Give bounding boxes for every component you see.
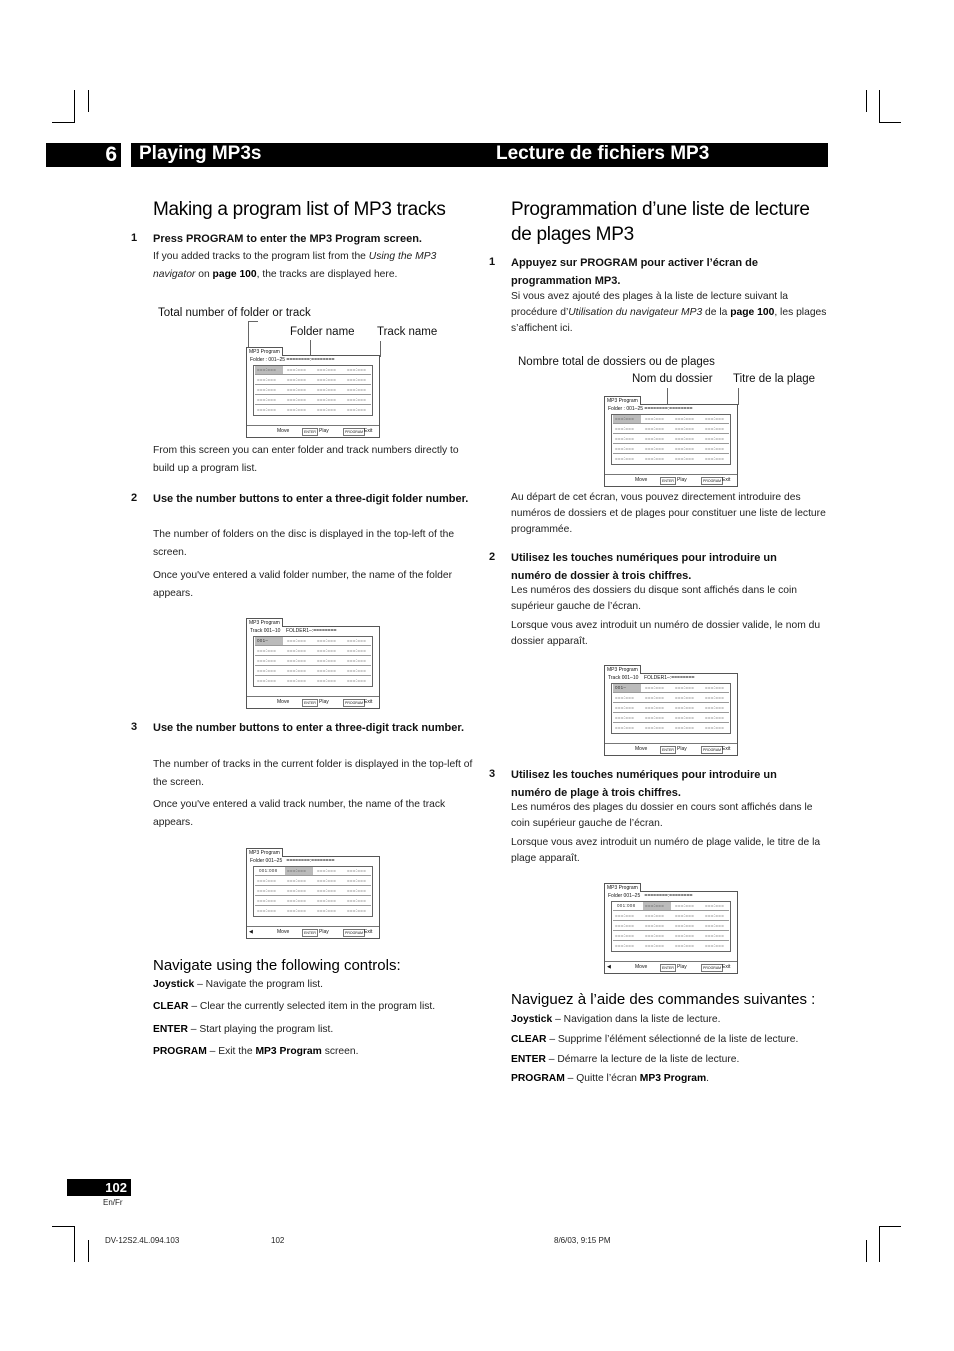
mp3-program-screen <box>246 850 380 939</box>
screen-tab: MP3 Program <box>246 848 283 857</box>
screen-footer: Move ENTER Play PROGRAM Exit <box>605 474 737 486</box>
step-body: The number of tracks in the current folder is displayed in the top-left of the screen. <box>153 759 473 788</box>
screen-header: Folder : 001–25 ========:======== <box>608 406 693 412</box>
paragraph: Au départ de cet écran, vous pouvez directement introduire des numéros de dossiers et de plages pour constituer une liste de lecture programmée. <box>511 492 826 535</box>
screen-header: Folder : 001–25 ========:======== <box>250 357 335 363</box>
crop-mark <box>879 1226 901 1227</box>
crop-mark <box>88 1240 89 1262</box>
screen-header: Track 001–10 FOLDER1–:======== <box>250 628 337 634</box>
step-number: 2 <box>489 551 496 563</box>
control-item: PROGRAM – Quitte l’écran MP3 Program. <box>511 1073 710 1084</box>
nav-heading-en: Navigate using the following controls: <box>153 957 401 974</box>
mp3-program-screen <box>604 667 738 756</box>
callout-label-total: Nombre total de dossiers ou de plages <box>518 356 715 368</box>
crop-mark <box>866 1240 867 1262</box>
language-label: En/Fr <box>103 1198 123 1207</box>
mp3-program-screen <box>246 349 380 438</box>
screen-footer: Move ENTER Play PROGRAM Exit <box>247 696 379 708</box>
step-title: Appuyez sur PROGRAM pour activer l’écran de programmation MP3. <box>511 257 758 287</box>
callout-label-track: Track name <box>377 326 438 338</box>
screen-footer: Move ENTER Play PROGRAM Exit <box>247 425 379 437</box>
mp3-program-screen <box>246 620 380 709</box>
crop-mark <box>88 90 89 112</box>
header-title-en: Playing MP3s <box>139 143 262 164</box>
screen-grid: ===:=== ===:=== ===:=== ===:=== ===:=== ===:=== ===:=== ===:=== ===:=== ===:=== ===:=== ===:=== ===:=== ===:=== ===:=== ===:=== ===:=== ===:=== ===:=== ===:=== <box>611 414 731 465</box>
screen-tab: MP3 Program <box>246 618 283 627</box>
file-name: DV-12S2.4L.094.103 <box>105 1236 180 1245</box>
crop-mark <box>866 90 867 112</box>
crop-mark <box>52 1226 74 1227</box>
crop-mark <box>74 1226 75 1262</box>
mp3-program-screen <box>604 885 738 974</box>
screen-header: Folder 001–25 ========:======== <box>608 893 693 899</box>
screen-tab: MP3 Program <box>246 347 283 356</box>
print-date: 8/6/03, 9:15 PM <box>554 1236 611 1245</box>
control-item: CLEAR – Supprime l’élément sélectionné de la liste de lecture. <box>511 1034 799 1045</box>
step-body: Les numéros des plages du dossier en cours sont affichés dans le coin supérieur gauche de l’écran. <box>511 802 813 829</box>
crop-mark <box>74 90 75 123</box>
callout-line <box>248 321 258 322</box>
screen-footer: ◀ Move ENTER Play PROGRAM Exit <box>247 926 379 938</box>
step-title: Use the number buttons to enter a three-digit folder number. <box>153 493 469 505</box>
control-item: Joystick – Navigation dans la liste de lecture. <box>511 1014 721 1025</box>
step-body: Once you've entered a valid folder number, the name of the folder appears. <box>153 570 453 599</box>
step-title: Press PROGRAM to enter the MP3 Program screen. <box>153 233 422 245</box>
callout-label-folder: Nom du dossier <box>632 373 713 385</box>
control-item: CLEAR – Clear the currently selected item in the program list. <box>153 1001 436 1012</box>
crop-mark <box>879 1226 880 1262</box>
footer-page: 102 <box>271 1236 285 1245</box>
step-title: Utilisez les touches numériques pour introduire un numéro de plage à trois chiffres. <box>511 769 777 799</box>
header-title-fr: Lecture de fichiers MP3 <box>496 143 710 164</box>
left-arrow-icon: ◀ <box>249 929 253 935</box>
step-body: Once you've entered a valid track number, the name of the track appears. <box>153 799 446 828</box>
mp3-program-screen <box>604 398 738 487</box>
crop-mark <box>879 122 901 123</box>
control-item: Joystick – Navigate the program list. <box>153 979 323 990</box>
step-number: 3 <box>131 721 138 733</box>
control-item: ENTER – Démarre la lecture de la liste de lecture. <box>511 1054 740 1065</box>
section-heading-en: Making a program list of MP3 tracks <box>153 199 446 220</box>
callout-label-track: Titre de la plage <box>733 373 816 385</box>
page-number: 102 <box>67 1179 131 1196</box>
callout-label-total: Total number of folder or track <box>158 307 311 319</box>
step-body: Lorsque vous avez introduit un numéro de plage valide, le titre de la plage apparaît. <box>511 837 821 864</box>
callout-line <box>667 388 668 405</box>
screen-tab: MP3 Program <box>604 665 641 674</box>
callout-line <box>380 341 381 357</box>
crop-mark <box>52 122 74 123</box>
step-body: Les numéros des dossiers du disque sont affichés dans le coin supérieur gauche de l’écran. <box>511 585 798 612</box>
screen-footer: Move ENTER Play PROGRAM Exit <box>605 743 737 755</box>
screen-header: Track 001–10 FOLDER1–:======== <box>608 675 695 681</box>
crop-mark <box>879 90 880 123</box>
screen-footer: ◀ Move ENTER Play PROGRAM Exit <box>605 961 737 973</box>
step-body: Si vous avez ajouté des plages à la liste de lecture suivant la procédure d’Utilisation du navigateur MP3 de la page 100, les plages s’affichent ici. <box>511 291 827 334</box>
step-title: Use the number buttons to enter a three-digit track number. <box>153 722 465 734</box>
section-heading-fr: Programmation d’une liste de lecture de plages MP3 <box>511 199 810 245</box>
screen-grid: 001– ===:=== ===:=== ===:=== ===:=== ===:=== ===:=== ===:=== ===:=== ===:=== ===:=== ===:=== ===:=== ===:=== ===:=== ===:=== ===:=== ===:=== ===:=== ===:=== <box>611 683 731 734</box>
callout-line <box>738 388 739 405</box>
screen-grid: 001:008 ===:=== ===:=== ===:=== ===:=== ===:=== ===:=== ===:=== ===:=== ===:=== ===:=== ===:=== ===:=== ===:=== ===:=== ===:=== ===:=== ===:=== ===:=== ===:=== <box>611 901 731 952</box>
screen-grid: ===:=== ===:=== ===:=== ===:=== ===:=== ===:=== ===:=== ===:=== ===:=== ===:=== ===:=== ===:=== ===:=== ===:=== ===:=== ===:=== ===:=== ===:=== ===:=== ===:=== <box>253 365 373 416</box>
step-body: Lorsque vous avez introduit un numéro de dossier valide, le nom du dossier apparaît. <box>511 620 821 647</box>
left-arrow-icon: ◀ <box>607 964 611 970</box>
screen-grid: 001:008 ===:=== ===:=== ===:=== ===:=== ===:=== ===:=== ===:=== ===:=== ===:=== ===:=== ===:=== ===:=== ===:=== ===:=== ===:=== ===:=== ===:=== ===:=== ===:=== <box>253 866 373 917</box>
screen-tab: MP3 Program <box>604 396 641 405</box>
step-number: 3 <box>489 768 496 780</box>
screen-header: Folder 001–25 ========:======== <box>250 858 335 864</box>
nav-heading-fr: Naviguez à l’aide des commandes suivantes : <box>511 991 816 1008</box>
callout-label-folder: Folder name <box>290 326 355 338</box>
chapter-number: 6 <box>46 143 121 167</box>
step-title: Utilisez les touches numériques pour introduire un numéro de dossier à trois chiffres. <box>511 552 777 582</box>
step-number: 1 <box>131 232 138 244</box>
paragraph: From this screen you can enter folder and track numbers directly to build up a program list. <box>153 445 459 474</box>
screen-grid: 001– ===:=== ===:=== ===:=== ===:=== ===:=== ===:=== ===:=== ===:=== ===:=== ===:=== ===:=== ===:=== ===:=== ===:=== ===:=== ===:=== ===:=== ===:=== ===:=== <box>253 636 373 687</box>
step-body: If you added tracks to the program list from the Using the MP3 navigator on page 100, the tracks are displayed here. <box>153 251 437 280</box>
step-body: The number of folders on the disc is displayed in the top-left of the screen. <box>153 529 455 558</box>
step-number: 2 <box>131 492 138 504</box>
control-item: PROGRAM – Exit the MP3 Program screen. <box>153 1046 359 1057</box>
screen-tab: MP3 Program <box>604 883 641 892</box>
control-item: ENTER – Start playing the program list. <box>153 1024 334 1035</box>
step-number: 1 <box>489 256 496 268</box>
